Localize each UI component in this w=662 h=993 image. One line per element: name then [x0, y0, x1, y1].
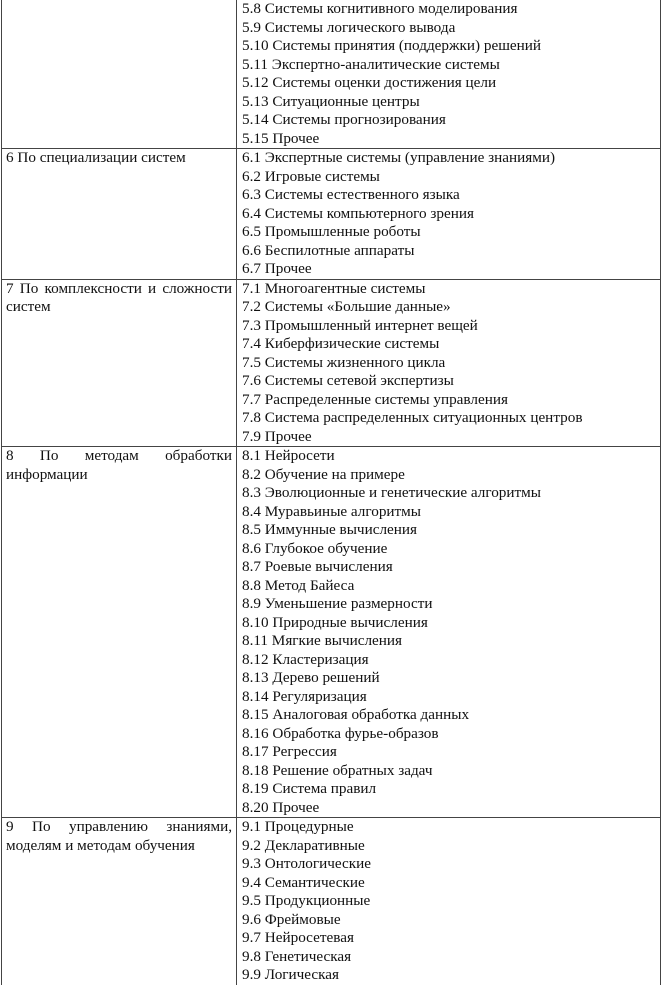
list-item: 8.10 Природные вычисления [242, 613, 428, 631]
list-item: 9.4 Семантические [242, 873, 365, 891]
category-label: 7 По комплексности и сложности систем [6, 279, 232, 315]
list-item: 8.16 Обработка фурье-образов [242, 724, 439, 742]
category-cell [2, 818, 237, 985]
list-item: 7.4 Киберфизические системы [242, 335, 440, 352]
list-item: 6.2 Игровые системы [242, 167, 380, 185]
items-cell [237, 0, 661, 149]
list-item: 7.3 Промышленный интернет вещей [242, 316, 478, 334]
table-row [2, 279, 661, 447]
list-item: 7.1 Многоагентные системы [242, 279, 426, 297]
list-item: 8.3 Эволюционные и генетические алгоритмы [242, 484, 541, 501]
list-item: 5.12 Системы оценки достижения цели [242, 74, 497, 91]
list-item: 8.12 Кластеризация [242, 650, 369, 668]
list-item: 8.5 Иммунные вычисления [242, 521, 418, 538]
list-item: 5.15 Прочее [242, 129, 320, 147]
list-item: 5.13 Ситуационные центры [242, 92, 420, 110]
category-cell [2, 0, 237, 149]
list-item: 6.4 Системы компьютерного зрения [242, 204, 475, 222]
list-item: 8.6 Глубокое обучение [242, 539, 388, 557]
items-cell [237, 818, 661, 985]
classification-table [1, 0, 661, 985]
list-item: 8.18 Решение обратных задач [242, 761, 433, 779]
list-item: 8.15 Аналоговая обработка данных [242, 706, 470, 723]
list-item: 6.6 Беспилотные аппараты [242, 241, 415, 259]
category-cell [2, 447, 237, 818]
list-item: 8.9 Уменьшение размерности [242, 595, 433, 612]
list-item: 8.11 Мягкие вычисления [242, 632, 403, 649]
list-item: 7.5 Системы жизненного цикла [242, 353, 446, 371]
list-item: 8.8 Метод Байеса [242, 576, 355, 594]
list-item: 8.19 Система правил [242, 780, 377, 797]
category-cell [2, 279, 237, 447]
list-item: 5.11 Экспертно-аналитические системы [242, 55, 500, 73]
table-row [2, 149, 661, 280]
list-item: 6.5 Промышленные роботы [242, 223, 421, 240]
list-item: 9.9 Логическая [242, 966, 340, 983]
list-item: 9.5 Продукционные [242, 892, 371, 909]
list-item: 7.2 Системы «Большие данные» [242, 298, 451, 315]
list-item: 9.1 Процедурные [242, 818, 354, 835]
list-item: 9.3 Онтологические [242, 855, 371, 872]
list-item: 9.2 Декларативные [242, 836, 365, 854]
list-item: 9.7 Нейросетевая [242, 929, 354, 946]
table-row [2, 818, 661, 985]
table-row [2, 447, 661, 818]
items-cell [237, 447, 661, 818]
list-item: 7.6 Системы сетевой экспертизы [242, 372, 454, 389]
list-item: 8.14 Регуляризация [242, 687, 367, 705]
list-item: 8.4 Муравьиные алгоритмы [242, 502, 422, 520]
list-item: 5.10 Системы принятия (поддержки) решений [242, 37, 542, 54]
category-label: 8 По методам обработки информации [6, 447, 232, 483]
list-item: 9.6 Фреймовые [242, 910, 341, 928]
list-item: 6.1 Экспертные системы (управление знаниями) [242, 149, 556, 166]
list-item: 8.17 Регрессия [242, 743, 337, 760]
category-cell [2, 149, 237, 280]
category-label: 6 По специализации систем [6, 149, 186, 166]
list-item: 7.9 Прочее [242, 427, 312, 445]
list-item: 8.13 Дерево решений [242, 669, 380, 686]
table-row [2, 0, 661, 149]
list-item: 7.8 Система распределенных ситуационных центров [242, 409, 583, 426]
category-label: 9 По управлению знаниями, моделям и методам обучения [6, 818, 232, 854]
list-item: 6.3 Системы естественного языка [242, 186, 460, 203]
items-cell [237, 149, 661, 280]
list-item: 5.14 Системы прогнозирования [242, 111, 446, 128]
table-body [2, 0, 661, 985]
list-item: 5.9 Системы логического вывода [242, 18, 456, 36]
list-item: 6.7 Прочее [242, 260, 312, 277]
list-item: 8.20 Прочее [242, 798, 320, 816]
list-item: 9.8 Генетическая [242, 947, 352, 965]
list-item: 8.7 Роевые вычисления [242, 558, 393, 575]
list-item: 8.2 Обучение на примере [242, 465, 405, 483]
list-item: 8.1 Нейросети [242, 447, 335, 464]
list-item: 7.7 Распределенные системы управления [242, 390, 508, 408]
list-item: 5.8 Системы когнитивного моделирования [242, 0, 518, 17]
items-cell [237, 279, 661, 447]
